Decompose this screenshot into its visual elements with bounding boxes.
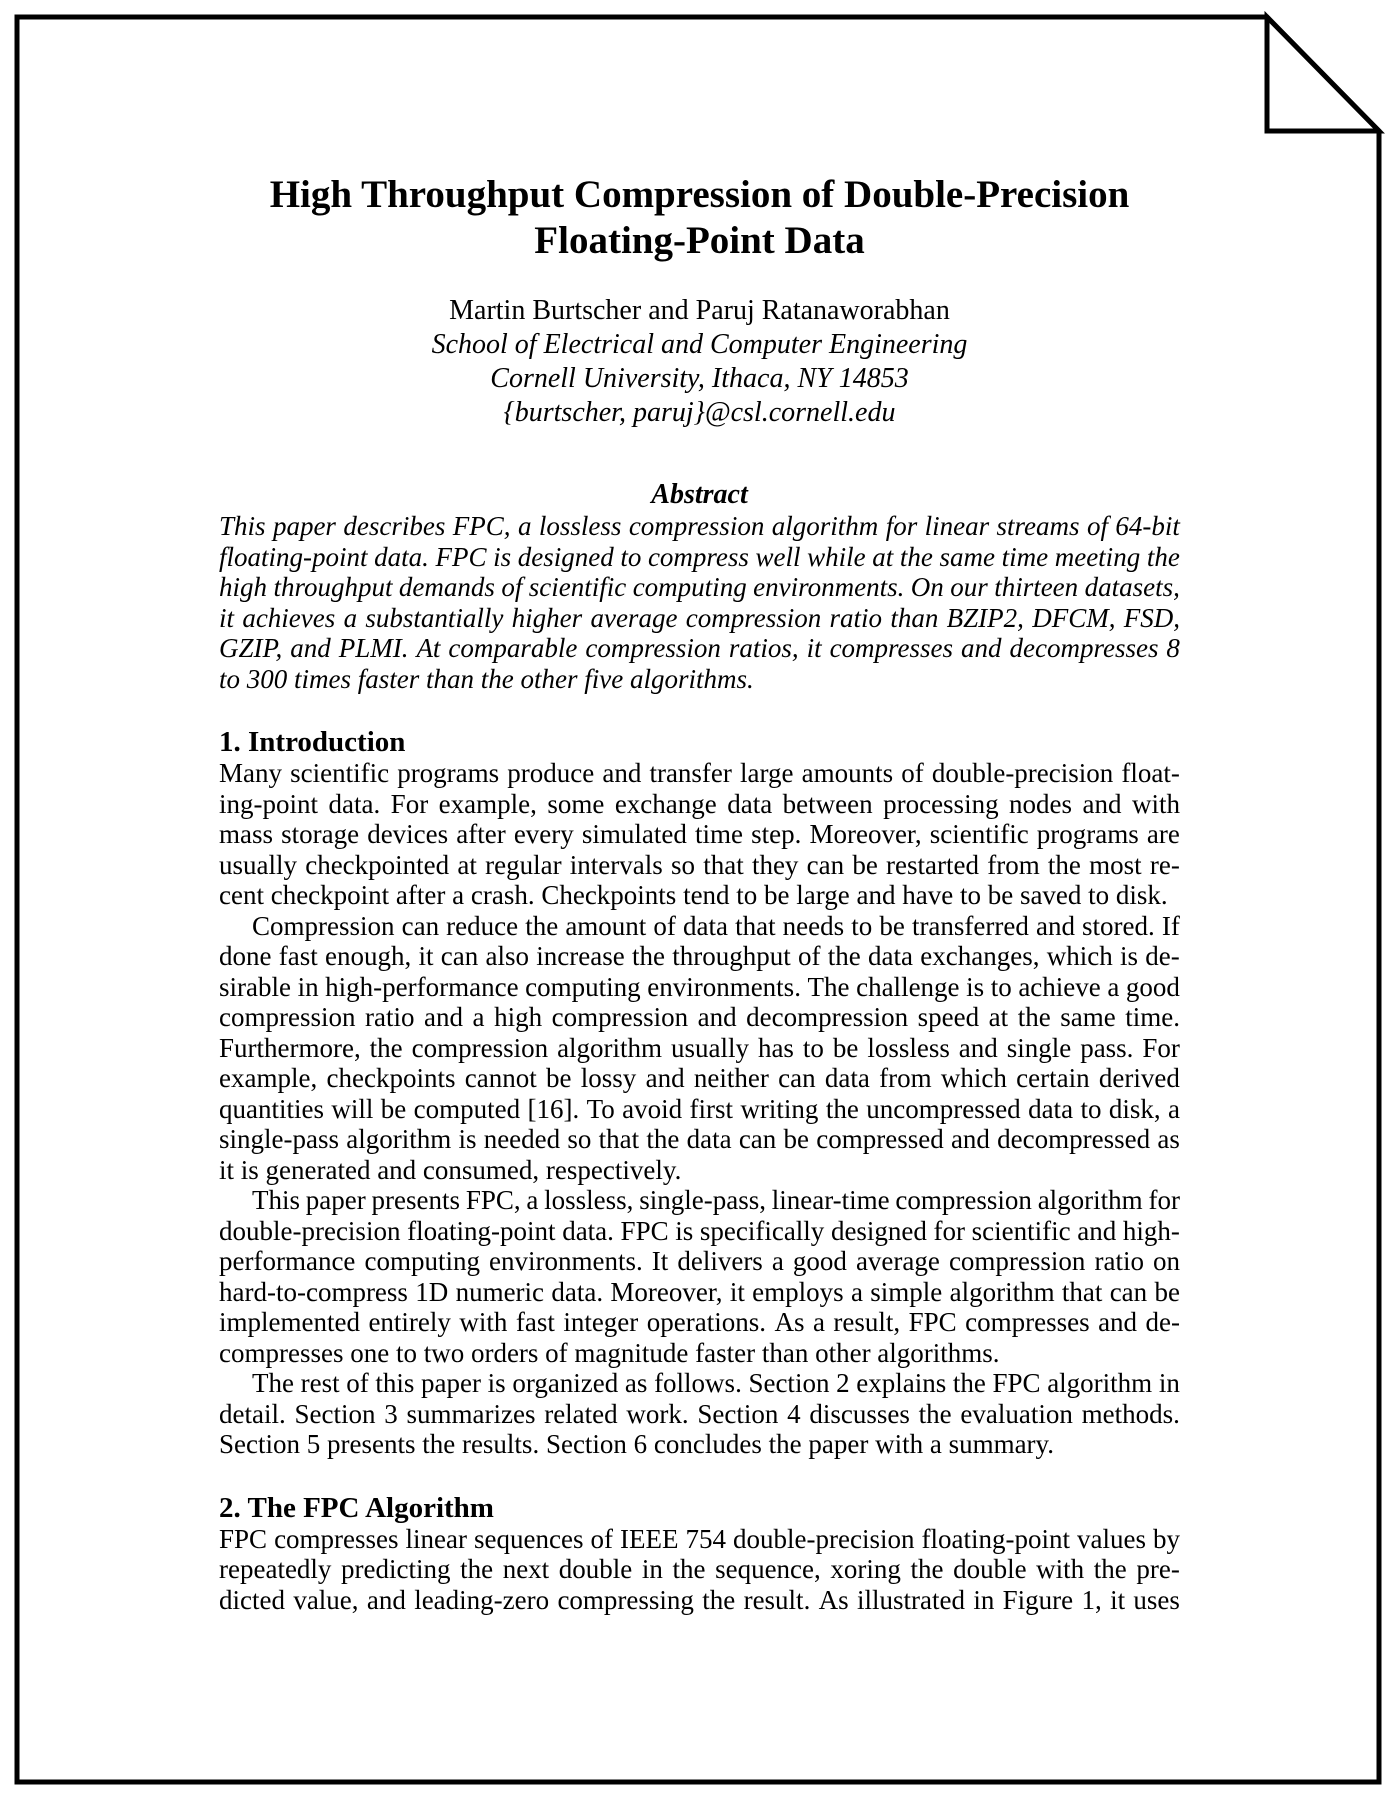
text-line: example, checkpoints cannot be lossy and neither can data from which certain derived bbox=[219, 1063, 1180, 1093]
text-line: double-precision floating-point data. FPC is specifically designed for scientific and high- bbox=[219, 1215, 1180, 1246]
paragraph bbox=[219, 758, 1180, 911]
author-emails: {burtscher, paruj}@csl.cornell.edu bbox=[503, 397, 896, 428]
text-line: The rest of this paper is organized as follows. Section 2 explains the FPC algorithm in bbox=[252, 1368, 1180, 1398]
section-heading: 1. Introduction bbox=[219, 726, 406, 758]
text-line: compresses one to two orders of magnitude faster than other algorithms. bbox=[219, 1337, 1000, 1368]
paragraph bbox=[219, 1524, 1180, 1616]
text-line: dicted value, and leading-zero compressing the result. As illustrated in Figure 1, it uses bbox=[219, 1584, 1180, 1615]
text-line: Section 5 presents the results. Section 6 concludes the paper with a summary. bbox=[219, 1429, 1055, 1459]
text-line: usually checkpointed at regular intervals so that they can be restarted from the most re- bbox=[219, 849, 1180, 880]
affiliation-school: School of Electrical and Computer Engineering bbox=[431, 329, 968, 360]
text-line: sirable in high-performance computing environments. The challenge is to achieve a good bbox=[219, 971, 1180, 1002]
paragraph bbox=[219, 911, 1180, 1186]
text-line: This paper describes FPC, a lossless compression algorithm for linear streams of 64-bit bbox=[219, 511, 1180, 541]
title-line-1: High Throughput Compression of Double-Precision bbox=[269, 173, 1130, 216]
paragraph bbox=[219, 1185, 1180, 1368]
sections-container bbox=[219, 726, 1180, 1615]
text-line: mass storage devices after every simulated time step. Moreover, scientific programs are bbox=[219, 819, 1180, 849]
text-line: detail. Section 3 summarizes related work. Section 4 discusses the evaluation methods. bbox=[219, 1398, 1180, 1429]
text-line: to 300 times faster than the other five algorithms. bbox=[219, 663, 754, 694]
text-line: GZIP, and PLMI. At comparable compression ratios, it compresses and decompresses 8 bbox=[219, 633, 1180, 663]
text-line: cent checkpoint after a crash. Checkpoints tend to be large and have to be saved to disk. bbox=[219, 880, 1168, 910]
text-line: hard-to-compress 1D numeric data. Moreover, it employs a simple algorithm that can be bbox=[219, 1276, 1180, 1307]
text-line: implemented entirely with fast integer operations. As a result, FPC compresses and de- bbox=[219, 1307, 1180, 1337]
folded-corner-icon bbox=[1267, 17, 1379, 131]
text-line: it is generated and consumed, respectively. bbox=[219, 1154, 682, 1185]
text-line: Many scientific programs produce and transfer large amounts of double-precision float- bbox=[219, 758, 1180, 788]
text-line: quantities will be computed [16]. To avoid first writing the uncompressed data to disk, a bbox=[219, 1093, 1180, 1124]
abstract-body bbox=[219, 511, 1180, 694]
author-names: Martin Burtscher and Paruj Ratanaworabhan bbox=[449, 295, 950, 326]
text-line: repeatedly predicting the next double in the sequence, xoring the double with the pre- bbox=[219, 1554, 1180, 1584]
text-line: Compression can reduce the amount of data that needs to be transferred and stored. If bbox=[252, 910, 1180, 941]
text-line: compression ratio and a high compression and decompression speed at the same time. bbox=[219, 1002, 1180, 1032]
text-line: it achieves a substantially higher average compression ratio than BZIP2, DFCM, FSD, bbox=[219, 602, 1180, 633]
abstract-heading: Abstract bbox=[651, 479, 748, 510]
paper-title bbox=[219, 172, 1180, 264]
text-line: This paper presents FPC, a lossless, single-pass, linear-time compression algorithm for bbox=[252, 1185, 1180, 1215]
section-heading: 2. The FPC Algorithm bbox=[219, 1491, 494, 1524]
text-line: ing-point data. For example, some exchange data between processing nodes and with bbox=[219, 788, 1180, 819]
paragraph bbox=[219, 1368, 1180, 1460]
text-line: single-pass algorithm is needed so that the data can be compressed and decompressed as bbox=[219, 1124, 1180, 1154]
text-line: Furthermore, the compression algorithm usually has to be lossless and single pass. For bbox=[219, 1032, 1180, 1063]
affiliation-university: Cornell University, Ithaca, NY 14853 bbox=[490, 363, 909, 394]
text-line: FPC compresses linear sequences of IEEE 754 double-precision floating-point values by bbox=[219, 1523, 1180, 1554]
text-line: done fast enough, it can also increase the throughput of the data exchanges, which is de- bbox=[219, 941, 1180, 971]
text-line: performance computing environments. It delivers a good average compression ratio on bbox=[219, 1246, 1180, 1276]
text-column bbox=[219, 0, 1180, 1615]
text-line: high throughput demands of scientific computing environments. On our thirteen datasets, bbox=[219, 572, 1180, 602]
text-line: floating-point data. FPC is designed to compress well while at the same time meeting the bbox=[219, 541, 1180, 572]
title-line-2: Floating-Point Data bbox=[534, 219, 865, 262]
